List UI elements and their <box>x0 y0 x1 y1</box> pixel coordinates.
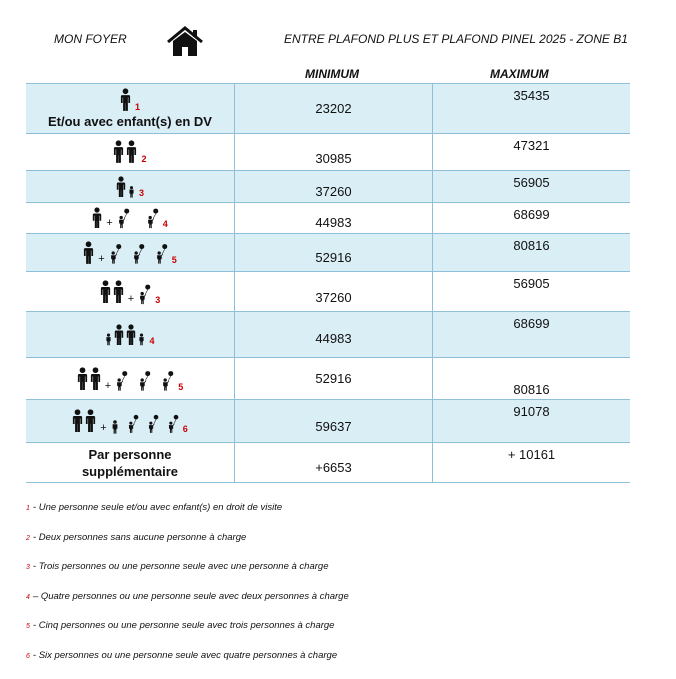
child-with-balloon-icon <box>147 414 159 434</box>
household-cell <box>26 400 235 443</box>
adult-icon <box>114 324 124 346</box>
footnotes <box>26 502 646 679</box>
minimum-value: 37260 <box>235 171 433 203</box>
child-with-balloon-icon <box>138 370 151 392</box>
minimum-value: 52916 <box>235 358 433 400</box>
child-with-balloon-icon <box>109 243 122 265</box>
adult-icon <box>120 88 131 112</box>
adult-icon <box>92 207 102 229</box>
plus-sign: + <box>106 217 112 229</box>
child-with-balloon-icon <box>132 243 145 265</box>
minimum-value: +6653 <box>235 443 433 483</box>
footnote-number: 5 <box>178 382 183 392</box>
household-cell <box>26 358 235 400</box>
maximum-value: 47321 <box>433 134 631 171</box>
footnote-number: 5 <box>172 255 177 265</box>
table-row <box>26 312 630 358</box>
table-row <box>26 84 630 134</box>
footnote-text: - Trois personnes ou une personne seule avec une personne à charge <box>33 561 329 572</box>
child-with-balloon-icon <box>138 284 151 305</box>
footnote <box>26 561 646 591</box>
header-left-title: MON FOYER <box>54 32 127 46</box>
child-icon <box>138 333 145 346</box>
household-cell <box>26 171 235 203</box>
footnote-number: 1 <box>26 505 30 512</box>
household-icons <box>26 241 234 265</box>
child-icon <box>105 333 112 346</box>
household-cell <box>26 134 235 171</box>
footnote-number: 2 <box>141 154 146 164</box>
table-row <box>26 171 630 203</box>
child-icon <box>111 420 119 434</box>
income-table <box>26 83 630 483</box>
child-with-balloon-icon <box>161 370 174 392</box>
maximum-value: 35435 <box>433 84 631 134</box>
adult-icon <box>83 241 94 265</box>
minimum-value: 44983 <box>235 312 433 358</box>
minimum-value: 37260 <box>235 272 433 312</box>
household-cell <box>26 443 235 483</box>
adult-icon <box>90 366 101 392</box>
footnote-number: 3 <box>26 564 30 571</box>
child-with-balloon-icon <box>127 414 139 434</box>
household-cell <box>26 84 235 134</box>
household-icons <box>26 140 234 164</box>
footnote <box>26 502 646 532</box>
plus-sign: + <box>105 380 111 392</box>
plus-sign: + <box>128 293 134 305</box>
footnote-text: - Cinq personnes ou une personne seule avec trois personnes à charge <box>33 620 335 631</box>
plus-sign: + <box>100 422 106 434</box>
footnote-number: 5 <box>26 623 30 630</box>
child-with-balloon-icon <box>115 370 128 392</box>
maximum-value: 56905 <box>433 171 631 203</box>
table-row <box>26 358 630 400</box>
maximum-value: 68699 <box>433 203 631 234</box>
header-right-title: ENTRE PLAFOND PLUS ET PLAFOND PINEL 2025 - ZONE B1 <box>284 32 628 46</box>
maximum-value: 91078 <box>433 400 631 443</box>
footnote-text: - Une personne seule et/ou avec enfant(s) en droit de visite <box>33 502 282 513</box>
minimum-value: 23202 <box>235 84 433 134</box>
child-icon <box>128 186 135 198</box>
household-icons <box>26 88 234 112</box>
footnote-number: 4 <box>163 219 168 229</box>
adult-icon <box>116 176 126 198</box>
child-with-balloon-icon <box>146 208 159 229</box>
household-cell <box>26 234 235 272</box>
extra-person-label-line2: supplémentaire <box>26 463 234 480</box>
household-icons <box>26 408 234 434</box>
maximum-value: 80816 <box>433 358 631 400</box>
adult-icon <box>100 279 111 305</box>
footnote <box>26 532 646 562</box>
footnote-text: - Six personnes ou une personne seule avec quatre personnes à charge <box>33 650 337 661</box>
footnote-number: 3 <box>139 188 144 198</box>
footnote-number: 6 <box>183 424 188 434</box>
footnote-text: – Quatre personnes ou une personne seule avec deux personnes à charge <box>33 591 349 602</box>
household-cell <box>26 272 235 312</box>
table-row <box>26 400 630 443</box>
footnote-number: 4 <box>26 594 30 601</box>
footnote <box>26 591 646 621</box>
minimum-value: 30985 <box>235 134 433 171</box>
plus-sign: + <box>98 253 104 265</box>
footnote-number: 6 <box>26 653 30 660</box>
household-icons <box>26 207 234 229</box>
table-row <box>26 234 630 272</box>
household-icons <box>26 324 234 346</box>
table-row <box>26 443 630 483</box>
table-row <box>26 272 630 312</box>
maximum-value: 80816 <box>433 234 631 272</box>
maximum-value: 68699 <box>433 312 631 358</box>
child-with-balloon-icon <box>167 414 179 434</box>
footnote <box>26 650 646 679</box>
table-row <box>26 203 630 234</box>
footnote-number: 4 <box>149 336 154 346</box>
adult-icon <box>113 140 124 164</box>
minimum-value: 59637 <box>235 400 433 443</box>
household-cell <box>26 312 235 358</box>
column-header-minimum: MINIMUM <box>305 67 359 81</box>
child-with-balloon-icon <box>155 243 168 265</box>
maximum-value: 56905 <box>433 272 631 312</box>
adult-icon <box>113 279 124 305</box>
household-icons <box>26 279 234 305</box>
adult-icon <box>126 324 136 346</box>
household-icons <box>26 366 234 392</box>
footnote-number: 3 <box>155 295 160 305</box>
extra-person-label-line1: Par personne <box>26 446 234 463</box>
column-header-maximum: MAXIMUM <box>490 67 549 81</box>
household-icons <box>26 176 234 198</box>
footnote-text: - Deux personnes sans aucune personne à charge <box>33 532 246 543</box>
household-cell <box>26 203 235 234</box>
child-with-balloon-icon <box>117 208 130 229</box>
minimum-value: 52916 <box>235 234 433 272</box>
adult-icon <box>72 408 83 434</box>
adult-icon <box>85 408 96 434</box>
adult-icon <box>77 366 88 392</box>
adult-icon <box>126 140 137 164</box>
house-icon <box>166 26 204 58</box>
table-row <box>26 134 630 171</box>
maximum-value: + 10161 <box>433 443 631 483</box>
minimum-value: 44983 <box>235 203 433 234</box>
footnote <box>26 620 646 650</box>
footnote-number: 2 <box>26 535 30 542</box>
footnote-number: 1 <box>135 102 140 112</box>
household-label: Et/ou avec enfant(s) en DV <box>26 114 234 129</box>
